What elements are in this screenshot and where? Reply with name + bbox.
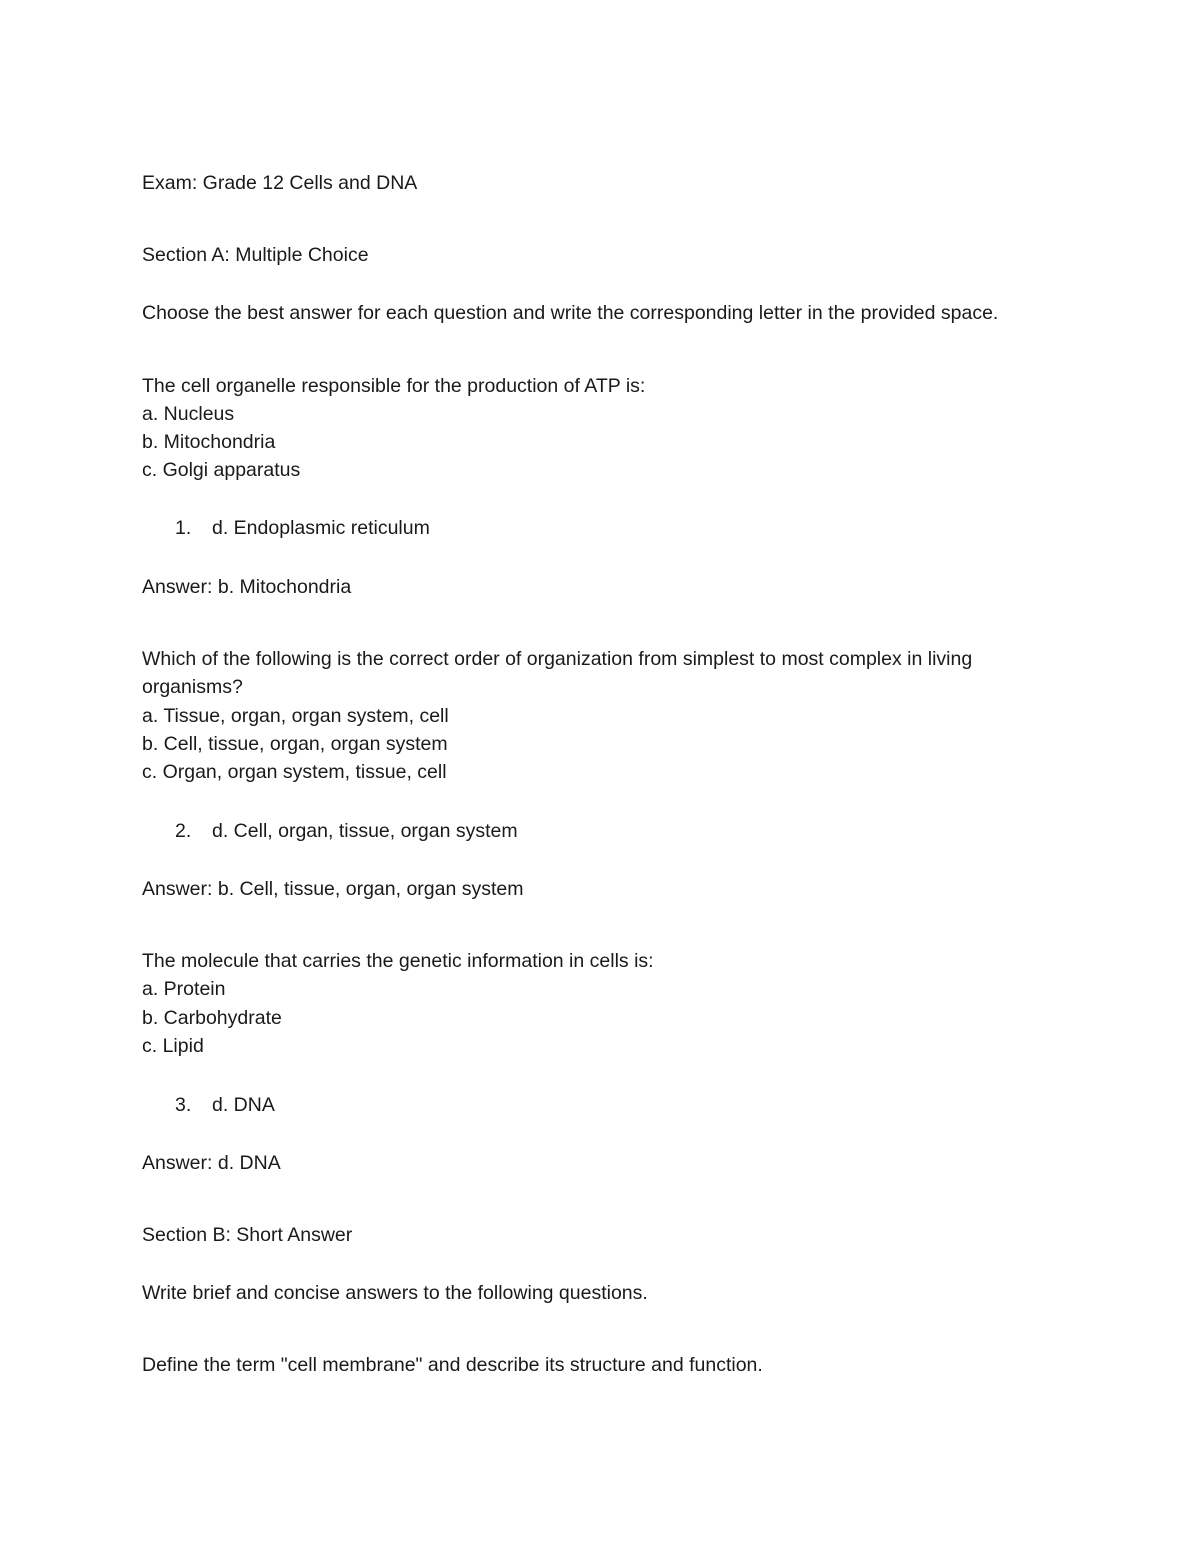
question-1-option-c: c. Golgi apparatus — [142, 459, 301, 481]
question-2-option-c: c. Organ, organ system, tissue, cell — [142, 761, 447, 783]
section-b-instructions: Write brief and concise answers to the following questions. — [142, 1282, 648, 1304]
question-1-option-b: b. Mitochondria — [142, 431, 276, 453]
question-3-number: 3. — [175, 1094, 192, 1116]
question-1-number: 1. — [175, 517, 192, 539]
question-3-numbered-option — [175, 1091, 275, 1119]
section-b-question: Define the term "cell membrane" and describe its structure and function. — [142, 1354, 763, 1376]
question-2-stem-line-2: organisms? — [142, 676, 243, 698]
question-2-stem-line-1: Which of the following is the correct order of organization from simplest to most complex in living — [142, 648, 973, 670]
question-3-option-c: c. Lipid — [142, 1035, 204, 1057]
question-3-stem: The molecule that carries the genetic information in cells is: — [142, 950, 654, 972]
question-3-option-b: b. Carbohydrate — [142, 1007, 282, 1029]
question-1-option-a: a. Nucleus — [142, 403, 235, 425]
section-b-heading: Section B: Short Answer — [142, 1224, 353, 1246]
question-2-number: 2. — [175, 820, 192, 842]
question-1-numbered-option — [175, 514, 430, 542]
question-2-numbered-option — [175, 817, 518, 845]
question-1-stem: The cell organelle responsible for the production of ATP is: — [142, 375, 646, 397]
question-2-option-b: b. Cell, tissue, organ, organ system — [142, 733, 448, 755]
question-3-option-a: a. Protein — [142, 978, 226, 1000]
section-a-heading: Section A: Multiple Choice — [142, 244, 369, 266]
question-3-option-d: d. DNA — [212, 1094, 275, 1116]
question-1-answer: Answer: b. Mitochondria — [142, 576, 352, 598]
question-2-option-a: a. Tissue, organ, organ system, cell — [142, 705, 449, 727]
question-3-answer: Answer: d. DNA — [142, 1152, 281, 1174]
question-2-option-d: d. Cell, organ, tissue, organ system — [212, 820, 518, 842]
section-a-instructions: Choose the best answer for each question and write the corresponding letter in the provided space. — [142, 302, 999, 324]
question-1-option-d: d. Endoplasmic reticulum — [212, 517, 430, 539]
question-2-answer: Answer: b. Cell, tissue, organ, organ system — [142, 878, 524, 900]
exam-title: Exam: Grade 12 Cells and DNA — [142, 172, 418, 194]
